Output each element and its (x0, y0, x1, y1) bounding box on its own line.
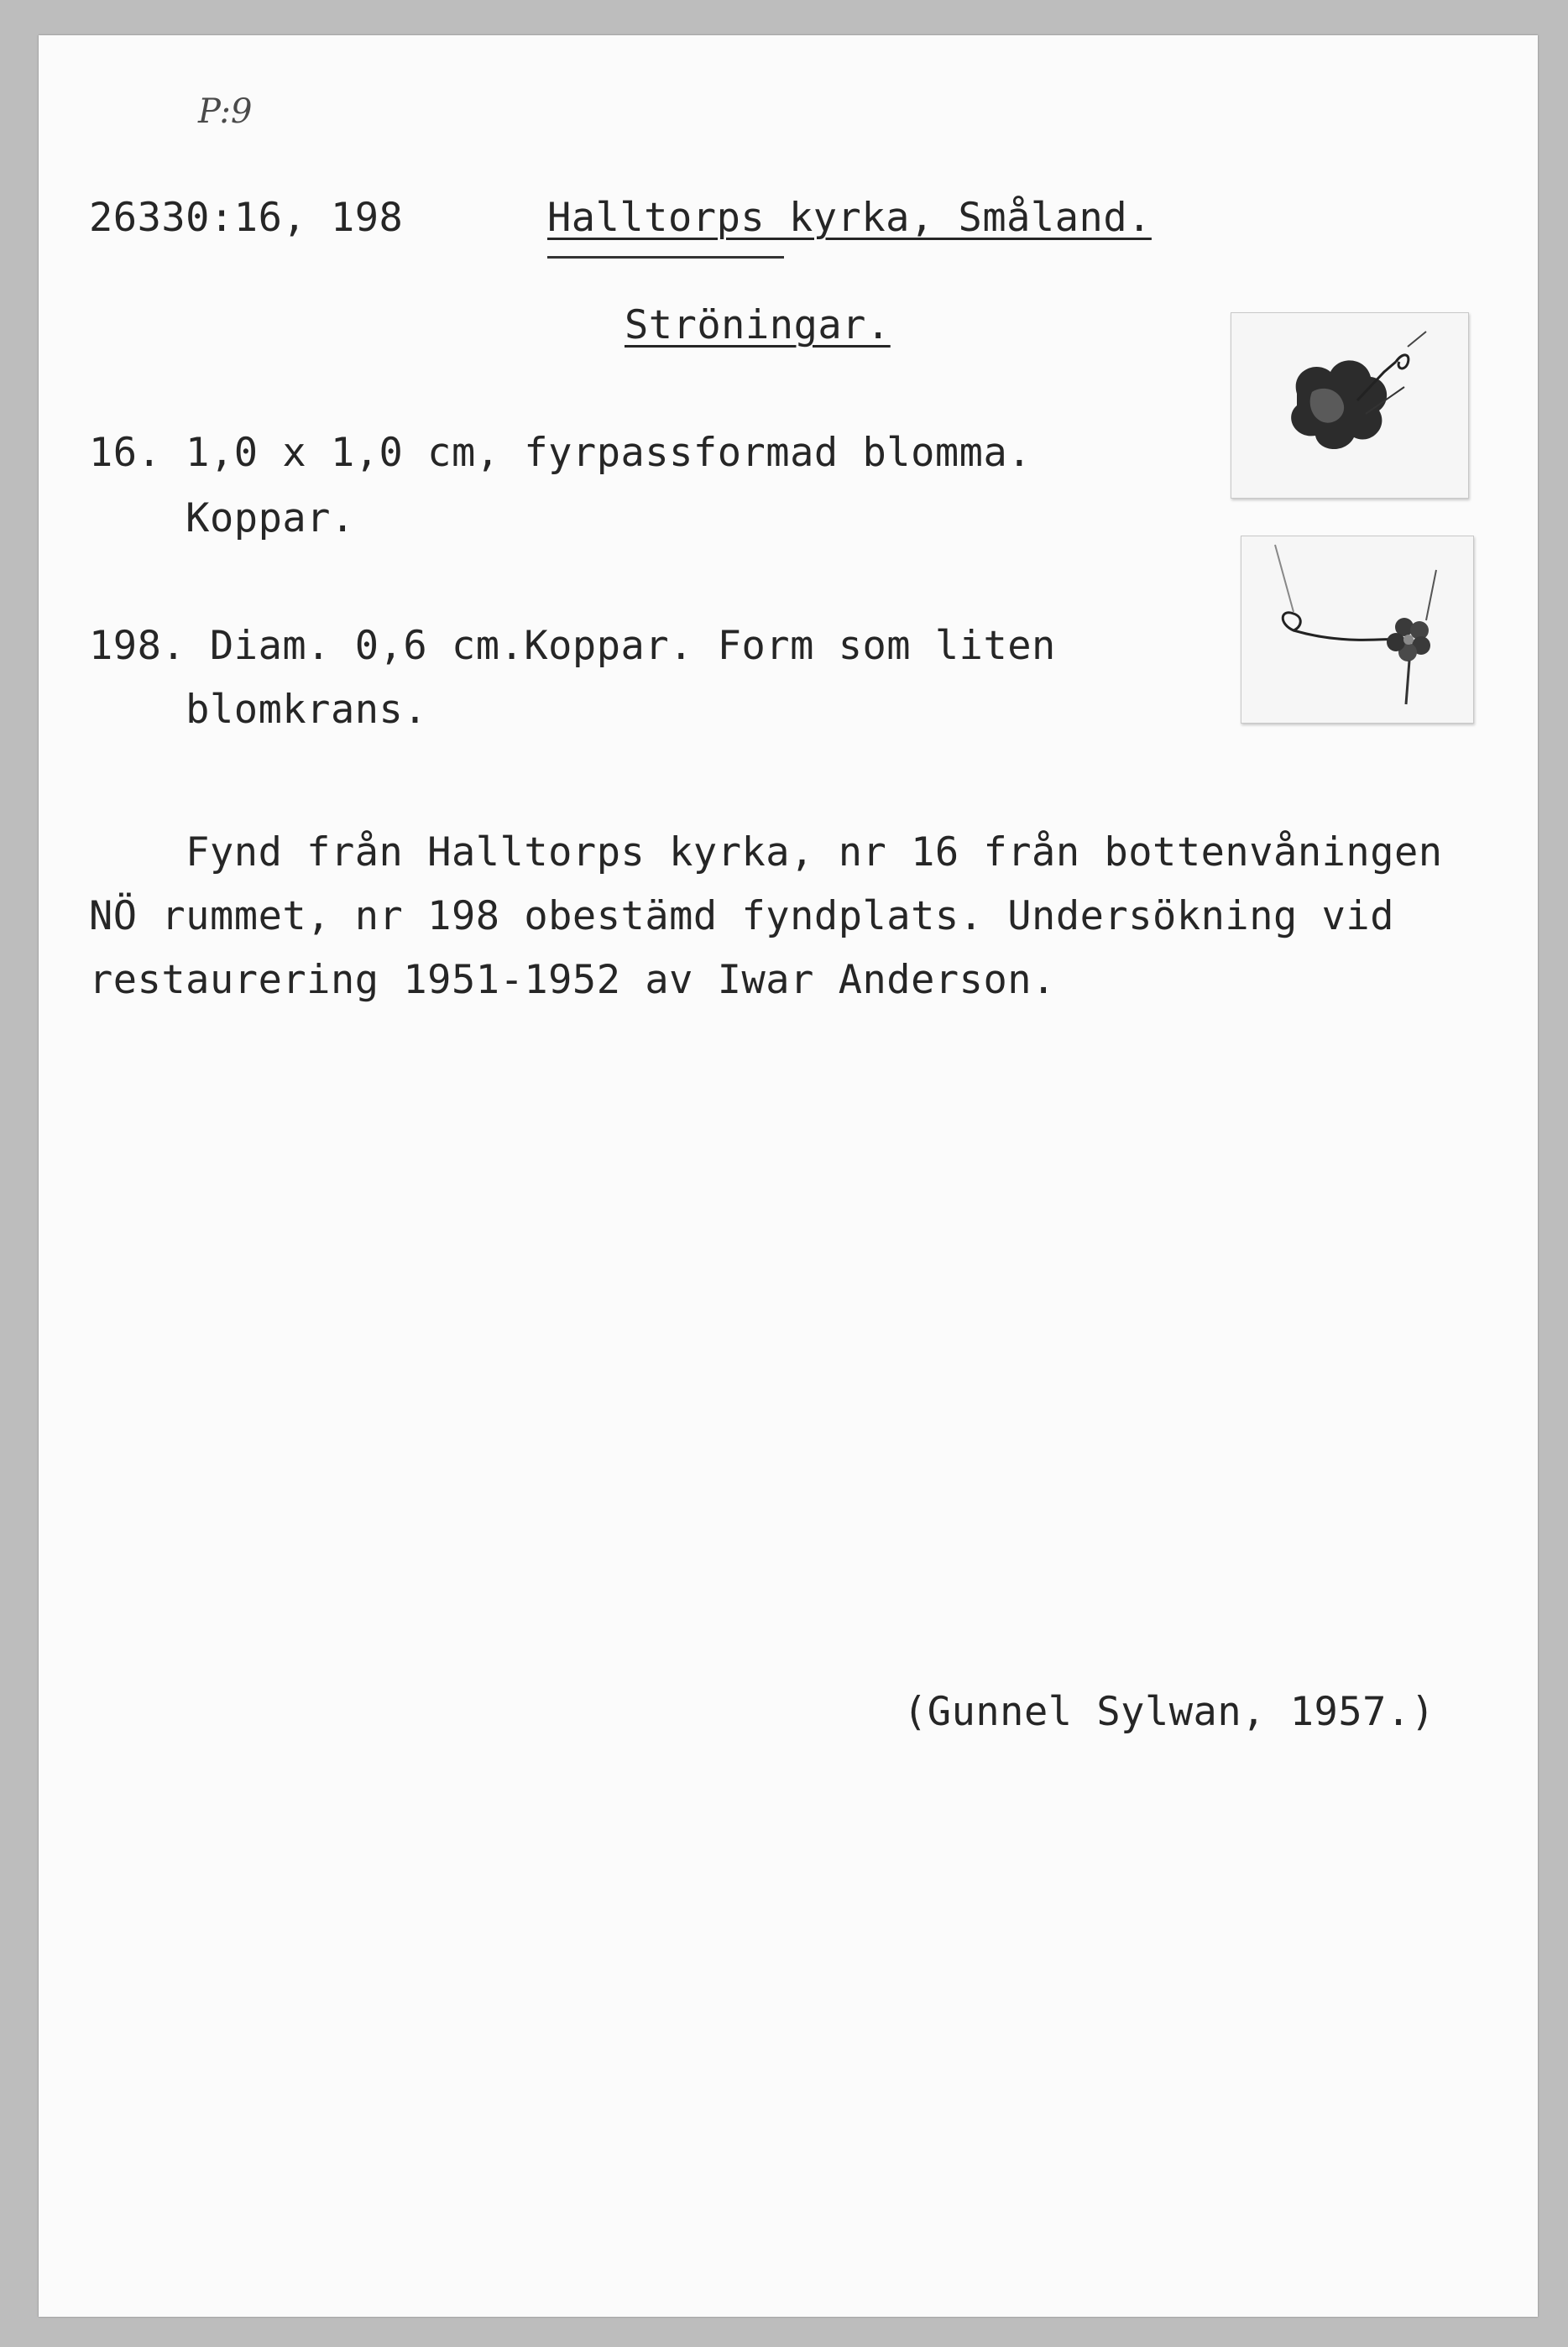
note-line-2: NÖ rummet, nr 198 obestämd fyndplats. Undersökning vid (89, 893, 1395, 939)
note-line-1: Fynd från Halltorps kyrka, nr 16 från bottenvåningen (89, 829, 1443, 876)
category-heading: Ströningar. (625, 302, 891, 348)
catalog-card (39, 35, 1538, 2317)
signature: (Gunnel Sylwan, 1957.) (903, 1689, 1435, 1735)
handwritten-mark: P:9 (198, 92, 253, 131)
item-198-line1: 198. Diam. 0,6 cm.Koppar. Form som liten (89, 623, 1056, 669)
wreath-specimen-image (1241, 536, 1473, 723)
catalog-number: 26330:16, 198 (89, 195, 404, 241)
heading-rule (547, 256, 784, 259)
item-198-line2: blomkrans. (89, 687, 428, 733)
note-line-3: restaurering 1951-1952 av Iwar Anderson. (89, 957, 1056, 1003)
location-heading: Halltorps kyrka, Småland. (547, 195, 1152, 241)
flower-specimen-image (1231, 313, 1468, 498)
item-16-line1: 16. 1,0 x 1,0 cm, fyrpassformad blomma. (89, 430, 1032, 476)
item-16-line2: Koppar. (89, 495, 355, 541)
photo-item-198 (1241, 536, 1474, 724)
photo-item-16 (1231, 312, 1469, 499)
